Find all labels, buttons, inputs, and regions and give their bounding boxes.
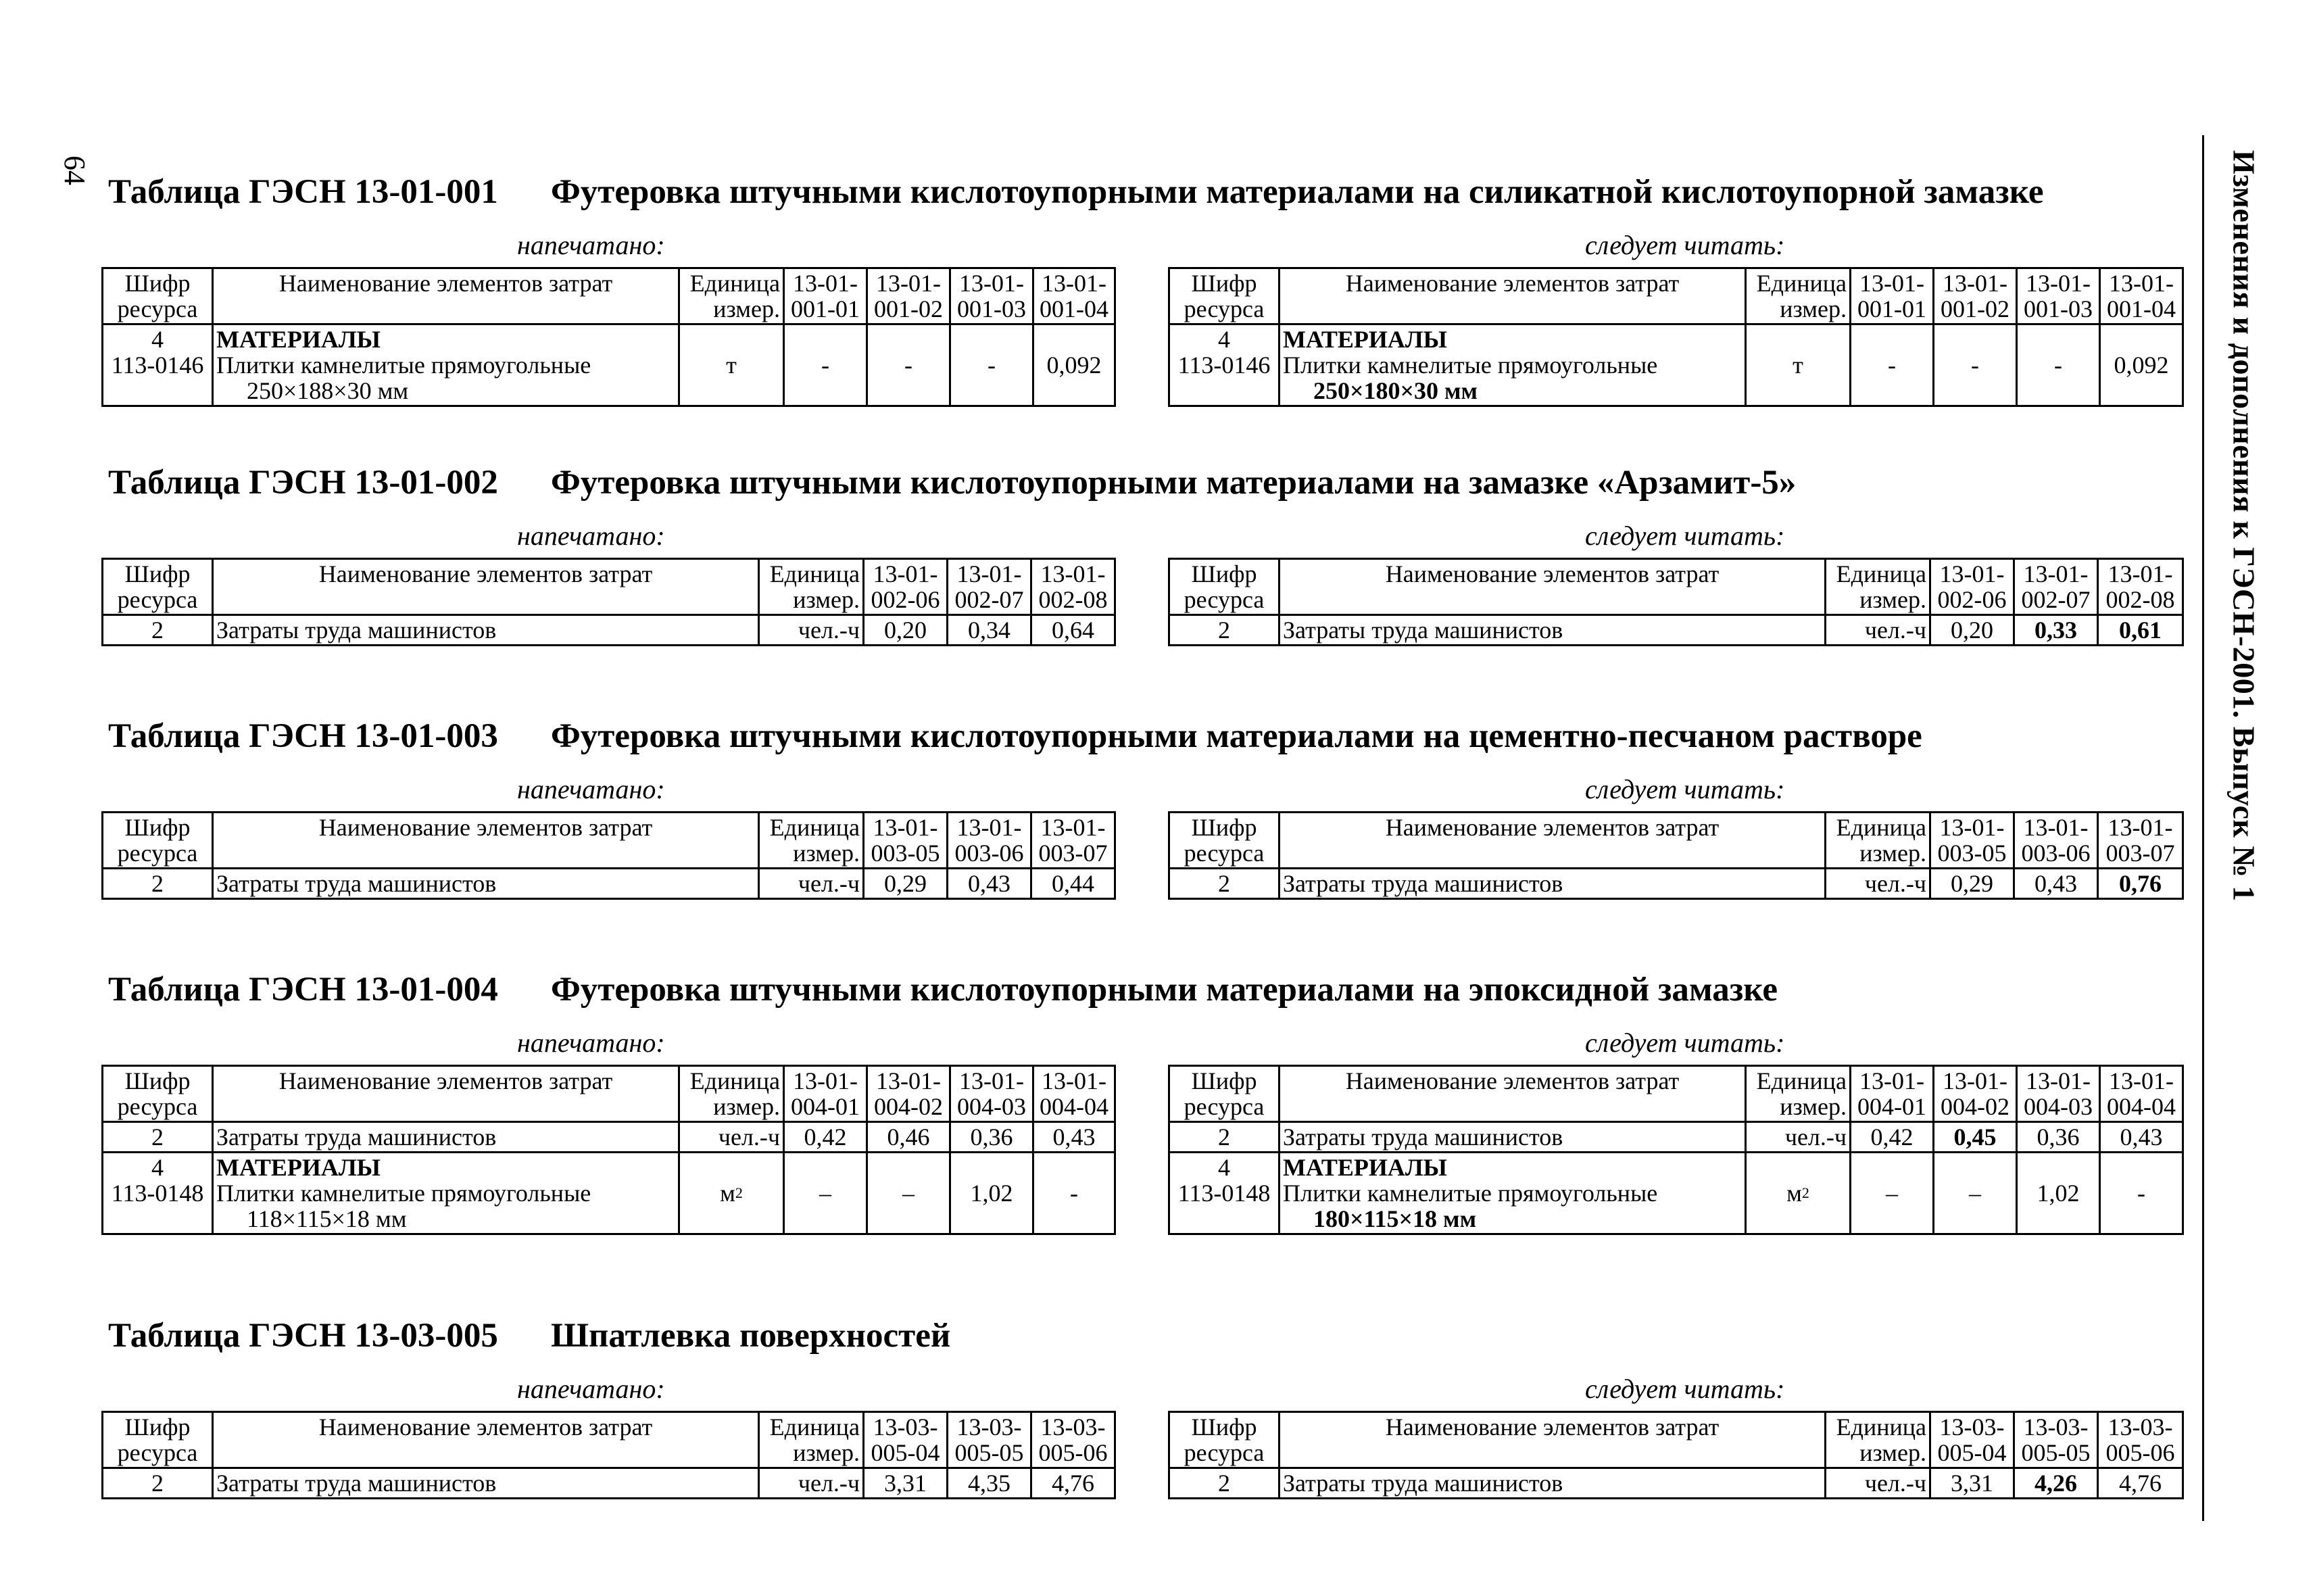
hdr-name: Наименование элементов затрат — [318, 560, 653, 587]
hdr-code-2: ресурса — [1184, 1093, 1265, 1120]
col-head: 13-01- — [793, 270, 858, 297]
col-head: 003-06 — [2021, 840, 2091, 867]
table-printed — [101, 811, 1116, 900]
row-dim: 118×115×18 мм — [247, 1205, 407, 1232]
value: 0,33 — [2034, 616, 2077, 644]
value: – — [819, 1180, 831, 1207]
hdr-unit: Единица — [689, 1067, 780, 1094]
group-name: МАТЕРИАЛЫ — [216, 1154, 381, 1181]
row-name: Затраты труда машинистов — [216, 1123, 497, 1151]
table-row — [103, 1153, 1115, 1234]
group-code: 4 — [1218, 326, 1230, 353]
hdr-unit: Единица — [1756, 1067, 1847, 1094]
hdr-code-2: ресурса — [117, 295, 198, 322]
unit-sup: 2 — [1801, 1184, 1809, 1201]
value: 3,31 — [884, 1470, 927, 1497]
section-13-01-001 — [101, 172, 2190, 443]
group-name: МАТЕРИАЛЫ — [216, 326, 381, 353]
col-head: 004-03 — [957, 1093, 1026, 1120]
col-head: 004-01 — [791, 1093, 860, 1120]
col-head: 005-05 — [2021, 1439, 2091, 1466]
group-code: 4 — [151, 1154, 164, 1181]
col-head: 13-01- — [1943, 1067, 2007, 1094]
value: 4,76 — [1052, 1470, 1094, 1497]
col-head: 13-01- — [2026, 1067, 2091, 1094]
col-head: 13-01- — [1040, 814, 1106, 841]
header-row — [1169, 268, 2183, 324]
row-name: Плитки камнелитые прямоугольные — [1283, 1180, 1658, 1207]
header-row — [1169, 559, 2183, 615]
row-dim: 250×180×30 мм — [1313, 377, 1478, 404]
row-name: Затраты труда машинистов — [1283, 616, 1563, 644]
col-head: 002-06 — [871, 586, 940, 613]
value: 0,46 — [887, 1123, 930, 1151]
table-read — [1168, 267, 2184, 407]
value: 0,29 — [884, 870, 927, 897]
table-row — [103, 615, 1115, 646]
row-name: Затраты труда машинистов — [216, 870, 497, 897]
table-read — [1168, 811, 2184, 900]
section-13-01-004 — [101, 970, 2190, 1240]
unit: чел.-ч — [1864, 870, 1926, 897]
value: - — [1070, 1180, 1078, 1207]
hdr-unit: Единица — [1836, 814, 1926, 841]
table-title: Футеровка штучными кислотоупорными материалами на силикатной кислотоупорной замазке — [551, 173, 2044, 211]
col-head: 13-01- — [2026, 270, 2091, 297]
col-head: 13-03- — [2107, 1413, 2173, 1441]
unit: чел.-ч — [1864, 1470, 1926, 1497]
col-head: 003-05 — [871, 840, 940, 867]
hdr-unit-2: измер. — [793, 1439, 860, 1466]
value: - — [988, 352, 996, 379]
col-head: 001-02 — [874, 295, 943, 322]
value: - — [1971, 352, 1979, 379]
value: 4,26 — [2034, 1470, 2077, 1497]
col-head: 004-04 — [1040, 1093, 1108, 1120]
col-head: 002-08 — [2105, 586, 2175, 613]
row-code: 2 — [1218, 1470, 1230, 1497]
row-code: 2 — [151, 1123, 164, 1151]
col-head: 13-01- — [2107, 814, 2173, 841]
col-head: 13-01- — [1040, 560, 1106, 587]
hdr-unit: Единица — [1836, 560, 1926, 587]
hdr-code: Шифр — [124, 814, 191, 841]
value: 0,43 — [1052, 1123, 1096, 1151]
col-head: 13-01- — [959, 270, 1024, 297]
row-name: Затраты труда машинистов — [1283, 1470, 1563, 1497]
value: 0,44 — [1052, 870, 1094, 897]
table-row — [103, 869, 1115, 899]
col-head: 13-01- — [873, 560, 938, 587]
col-head: 13-03- — [1040, 1413, 1106, 1441]
running-header — [2214, 150, 2274, 902]
group-code: 4 — [1218, 1154, 1230, 1181]
row-code: 2 — [1218, 1123, 1230, 1151]
unit: чел.-ч — [1784, 1123, 1847, 1151]
col-head: 13-01- — [2023, 814, 2089, 841]
table-row — [1169, 324, 2183, 406]
hdr-unit-2: измер. — [793, 586, 860, 613]
table-read — [1168, 1065, 2184, 1235]
hdr-name: Наименование элементов затрат — [1385, 560, 1720, 587]
col-head: 13-01- — [876, 270, 941, 297]
label-read: следует читать: — [1585, 521, 1785, 551]
col-head: 001-02 — [1941, 295, 2009, 322]
table-code: Таблица ГЭСН 13-01-003 — [108, 717, 498, 755]
value: – — [902, 1180, 915, 1207]
col-head: 005-06 — [2105, 1439, 2175, 1466]
row-code: 113-0146 — [1177, 352, 1271, 379]
hdr-code-2: ресурса — [1184, 840, 1265, 867]
col-head: 002-08 — [1038, 586, 1108, 613]
table-row — [1169, 1122, 2183, 1153]
col-head: 005-04 — [871, 1439, 940, 1466]
hdr-code-2: ресурса — [117, 1093, 198, 1120]
unit: м — [1786, 1180, 1802, 1207]
hdr-unit: Единица — [769, 1413, 860, 1441]
table-printed — [101, 1411, 1116, 1499]
col-head: 001-04 — [1040, 295, 1108, 322]
hdr-code-2: ресурса — [1184, 295, 1265, 322]
value: 0,36 — [970, 1123, 1013, 1151]
col-head: 13-01- — [793, 1067, 858, 1094]
unit: чел.-ч — [718, 1123, 780, 1151]
label-read: следует читать: — [1585, 1374, 1785, 1404]
label-read: следует читать: — [1585, 774, 1785, 804]
header-row — [103, 268, 1115, 324]
col-head: 004-02 — [1941, 1093, 2009, 1120]
table-code: Таблица ГЭСН 13-01-002 — [108, 464, 498, 502]
sidebar-rule — [2202, 135, 2204, 1521]
value: 0,76 — [2119, 870, 2162, 897]
table-read — [1168, 1411, 2184, 1499]
unit: т — [1793, 352, 1803, 379]
unit: чел.-ч — [798, 870, 860, 897]
table-row — [103, 1122, 1115, 1153]
header-row — [1169, 1412, 2183, 1468]
col-head: 13-03- — [1939, 1413, 2005, 1441]
hdr-unit-2: измер. — [1859, 840, 1926, 867]
col-head: 13-01- — [1859, 1067, 1924, 1094]
header-row — [1169, 1066, 2183, 1122]
table-row — [1169, 1468, 2183, 1499]
table-row — [1169, 1153, 2183, 1234]
col-head: 005-06 — [1038, 1439, 1108, 1466]
col-head: 001-01 — [791, 295, 860, 322]
value: 0,092 — [1046, 352, 1102, 379]
value: - — [1888, 352, 1896, 379]
hdr-unit-2: измер. — [1780, 1093, 1847, 1120]
hdr-code: Шифр — [1191, 270, 1257, 297]
col-head: 002-07 — [954, 586, 1024, 613]
unit: м — [720, 1180, 735, 1207]
value: 0,61 — [2119, 616, 2162, 644]
hdr-code: Шифр — [124, 1413, 191, 1441]
col-head: 13-01- — [1859, 270, 1924, 297]
hdr-name: Наименование элементов затрат — [1385, 1413, 1720, 1441]
header-row — [103, 1412, 1115, 1468]
value: 3,31 — [1951, 1470, 1993, 1497]
value: 0,43 — [2034, 870, 2077, 897]
value: – — [1886, 1180, 1898, 1207]
value: 0,36 — [2037, 1123, 2080, 1151]
hdr-code-2: ресурса — [1184, 1439, 1265, 1466]
table-title: Футеровка штучными кислотоупорными материалами на эпоксидной замазке — [551, 971, 1778, 1009]
hdr-code: Шифр — [1191, 1067, 1257, 1094]
label-printed: напечатано: — [517, 774, 665, 804]
col-head: 001-04 — [2107, 295, 2176, 322]
col-head: 13-01- — [1939, 560, 2005, 587]
col-head: 001-03 — [2024, 295, 2093, 322]
row-name: Затраты труда машинистов — [1283, 870, 1563, 897]
col-head: 002-06 — [1937, 586, 2007, 613]
label-printed: напечатано: — [517, 1027, 665, 1058]
hdr-unit-2: измер. — [1859, 1439, 1926, 1466]
label-read: следует читать: — [1585, 1027, 1785, 1058]
value: 4,76 — [2119, 1470, 2162, 1497]
unit: чел.-ч — [1864, 616, 1926, 644]
col-head: 13-03- — [873, 1413, 938, 1441]
col-head: 004-02 — [874, 1093, 943, 1120]
hdr-code-2: ресурса — [1184, 586, 1265, 613]
hdr-name: Наименование элементов затрат — [1345, 1067, 1680, 1094]
hdr-code-2: ресурса — [117, 586, 198, 613]
col-head: 13-01- — [2107, 560, 2173, 587]
row-code: 113-0148 — [1177, 1180, 1271, 1207]
col-head: 13-01- — [1939, 814, 2005, 841]
col-head: 13-03- — [956, 1413, 1022, 1441]
table-code: Таблица ГЭСН 13-01-001 — [108, 173, 498, 211]
hdr-unit-2: измер. — [713, 1093, 780, 1120]
col-head: 13-01- — [959, 1067, 1024, 1094]
unit: чел.-ч — [798, 1470, 860, 1497]
col-head: 002-07 — [2021, 586, 2091, 613]
hdr-unit: Единица — [1836, 1413, 1926, 1441]
value: 0,42 — [1870, 1123, 1914, 1151]
table-code: Таблица ГЭСН 13-03-005 — [108, 1317, 498, 1355]
row-name: Затраты труда машинистов — [1283, 1123, 1563, 1151]
col-head: 13-01- — [956, 560, 1022, 587]
table-row — [103, 324, 1115, 406]
header-row — [103, 1066, 1115, 1122]
row-name: Плитки камнелитые прямоугольные — [216, 1180, 591, 1207]
value: 1,02 — [970, 1180, 1013, 1207]
label-printed: напечатано: — [517, 1374, 665, 1404]
hdr-unit-2: измер. — [1859, 586, 1926, 613]
page-number: 64 — [58, 155, 91, 185]
col-head: 13-01- — [876, 1067, 941, 1094]
value: 0,64 — [1052, 616, 1094, 644]
header-row — [103, 813, 1115, 869]
hdr-code: Шифр — [1191, 560, 1257, 587]
group-name: МАТЕРИАЛЫ — [1283, 326, 1447, 353]
value: 0,45 — [1953, 1123, 1997, 1151]
table-printed — [101, 1065, 1116, 1235]
hdr-code-2: ресурса — [117, 840, 198, 867]
unit: чел.-ч — [798, 616, 860, 644]
table-printed — [101, 558, 1116, 646]
row-name: Затраты труда машинистов — [216, 1470, 497, 1497]
row-dim: 180×115×18 мм — [1313, 1205, 1477, 1232]
hdr-name: Наименование элементов затрат — [278, 270, 613, 297]
table-row — [1169, 615, 2183, 646]
row-name: Плитки камнелитые прямоугольные — [1283, 352, 1658, 379]
value: - — [2137, 1180, 2145, 1207]
col-head: 13-01- — [873, 814, 938, 841]
table-title: Футеровка штучными кислотоупорными материалами на замазке «Арзамит-5» — [551, 464, 1797, 502]
label-read: следует читать: — [1585, 230, 1785, 260]
header-row — [1169, 813, 2183, 869]
table-code: Таблица ГЭСН 13-01-004 — [108, 971, 498, 1009]
table-row — [1169, 869, 2183, 899]
row-code: 2 — [151, 1470, 164, 1497]
hdr-unit: Единица — [769, 814, 860, 841]
row-code: 2 — [1218, 616, 1230, 644]
col-head: 13-01- — [956, 814, 1022, 841]
hdr-unit: Единица — [1756, 270, 1847, 297]
row-name: Затраты труда машинистов — [216, 616, 497, 644]
value: - — [2054, 352, 2062, 379]
running-header-text: Изменения и дополнения к ГЭСН-2001. Выпуск № 1 — [2226, 150, 2262, 902]
table-row — [103, 1468, 1115, 1499]
hdr-unit-2: измер. — [793, 840, 860, 867]
row-code: 2 — [151, 870, 164, 897]
col-head: 003-05 — [1937, 840, 2007, 867]
col-head: 001-03 — [957, 295, 1026, 322]
col-head: 13-01- — [1943, 270, 2007, 297]
value: 1,02 — [2037, 1180, 2080, 1207]
col-head: 003-06 — [954, 840, 1024, 867]
hdr-unit: Единица — [689, 270, 780, 297]
hdr-name: Наименование элементов затрат — [1345, 270, 1680, 297]
label-printed: напечатано: — [517, 521, 665, 551]
col-head: 13-03- — [2023, 1413, 2089, 1441]
group-code: 4 — [151, 326, 164, 353]
value: - — [904, 352, 912, 379]
hdr-code: Шифр — [1191, 1413, 1257, 1441]
value: 0,43 — [2120, 1123, 2163, 1151]
table-printed — [101, 267, 1116, 407]
value: 0,34 — [968, 616, 1010, 644]
section-13-03-005 — [101, 1316, 2190, 1587]
hdr-name: Наименование элементов затрат — [1385, 814, 1720, 841]
row-dim: 250×188×30 мм — [247, 377, 409, 404]
hdr-name: Наименование элементов затрат — [318, 1413, 653, 1441]
group-name: МАТЕРИАЛЫ — [1283, 1154, 1447, 1181]
section-13-01-003 — [101, 717, 2190, 987]
hdr-name: Наименование элементов затрат — [278, 1067, 613, 1094]
col-head: 13-01- — [2109, 270, 2174, 297]
col-head: 003-07 — [2105, 840, 2175, 867]
hdr-unit-2: измер. — [713, 295, 780, 322]
row-code: 113-0146 — [111, 352, 204, 379]
col-head: 13-01- — [2023, 560, 2089, 587]
hdr-unit-2: измер. — [1780, 295, 1847, 322]
row-name: Плитки камнелитые прямоугольные — [216, 352, 591, 379]
value: 0,29 — [1951, 870, 1993, 897]
col-head: 004-01 — [1857, 1093, 1926, 1120]
hdr-unit: Единица — [769, 560, 860, 587]
hdr-code: Шифр — [124, 560, 191, 587]
col-head: 13-01- — [1042, 1067, 1106, 1094]
col-head: 005-04 — [1937, 1439, 2007, 1466]
table-title: Шпатлевка поверхностей — [551, 1317, 951, 1355]
col-head: 13-01- — [2109, 1067, 2174, 1094]
hdr-code: Шифр — [124, 1067, 191, 1094]
table-read — [1168, 558, 2184, 646]
value: 4,35 — [968, 1470, 1010, 1497]
label-printed: напечатано: — [517, 230, 665, 260]
value: 0,42 — [804, 1123, 847, 1151]
header-row — [103, 559, 1115, 615]
row-code: 113-0148 — [111, 1180, 204, 1207]
section-13-01-002 — [101, 463, 2190, 733]
row-code: 2 — [1218, 870, 1230, 897]
value: 0,20 — [884, 616, 927, 644]
unit-sup: 2 — [735, 1184, 743, 1201]
value: 0,43 — [968, 870, 1010, 897]
col-head: 005-05 — [954, 1439, 1024, 1466]
hdr-code-2: ресурса — [117, 1439, 198, 1466]
value: 0,20 — [1951, 616, 1993, 644]
col-head: 001-01 — [1857, 295, 1926, 322]
value: – — [1969, 1180, 1981, 1207]
table-title: Футеровка штучными кислотоупорными материалами на цементно-песчаном растворе — [551, 717, 1922, 755]
col-head: 13-01- — [1042, 270, 1106, 297]
col-head: 004-04 — [2107, 1093, 2176, 1120]
hdr-code: Шифр — [1191, 814, 1257, 841]
value: - — [821, 352, 829, 379]
hdr-code: Шифр — [124, 270, 191, 297]
value: 0,092 — [2114, 352, 2169, 379]
unit: т — [726, 352, 737, 379]
col-head: 004-03 — [2024, 1093, 2093, 1120]
hdr-name: Наименование элементов затрат — [318, 814, 653, 841]
row-code: 2 — [151, 616, 164, 644]
col-head: 003-07 — [1038, 840, 1108, 867]
